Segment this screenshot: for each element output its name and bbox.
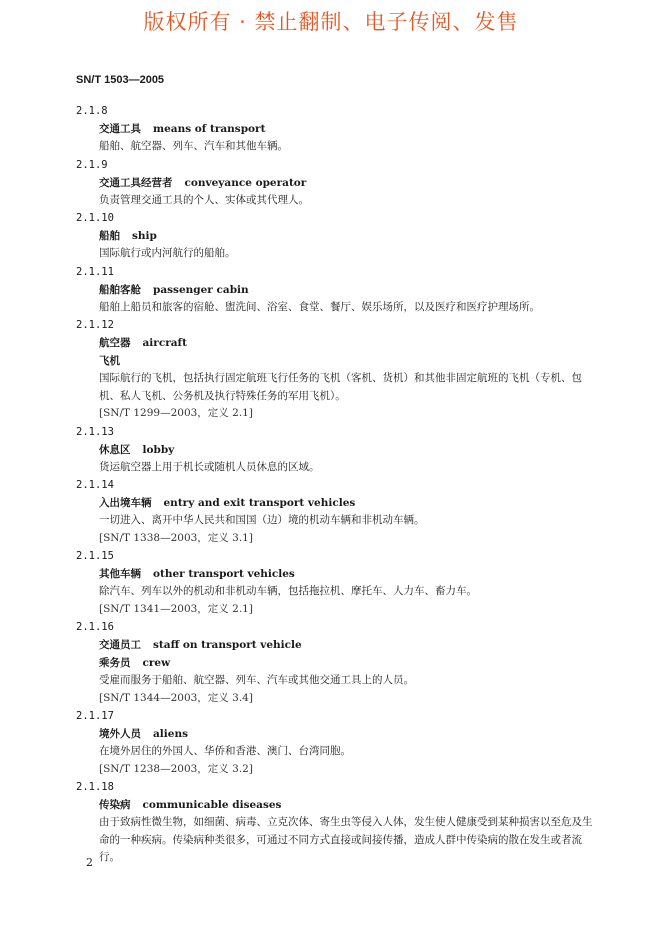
term-heading (76, 565, 598, 583)
term-number: 2.1.8 (76, 105, 108, 117)
term-entry (76, 423, 598, 477)
page-number: 2 (86, 856, 93, 869)
term-number: 2.1.12 (76, 319, 114, 331)
term-en: communicable diseases (142, 799, 282, 811)
term-reference: [SN/T 1299—2003，定义 2.1] (99, 407, 253, 419)
term-en: ship (132, 230, 157, 242)
term-cn: 休息区 (99, 443, 131, 456)
term-number: 2.1.10 (76, 212, 114, 224)
term-heading (76, 281, 598, 299)
term-number: 2.1.9 (76, 158, 108, 171)
term-en: other transport vehicles (153, 568, 295, 580)
term-en: staff on transport vehicle (153, 639, 302, 651)
term-entry (76, 547, 598, 618)
term-cn: 航空器 (99, 337, 131, 349)
term-heading (76, 636, 598, 654)
term-en: conveyance operator (184, 176, 307, 189)
sub-term: 飞机 (99, 355, 120, 367)
sub-term-cn: 乘务员 (99, 657, 131, 669)
term-en: means of transport (153, 123, 266, 135)
term-cn: 交通员工 (99, 639, 141, 651)
watermark-banner: 版权所有 · 禁止翻制、电子传阅、发售 (143, 10, 519, 34)
term-cn: 其他车辆 (99, 568, 141, 580)
term-en: entry and exit transport vehicles (163, 497, 356, 509)
term-cn: 境外人员 (99, 728, 141, 740)
term-cn: 船舶客舱 (99, 283, 141, 296)
term-entry (76, 102, 598, 156)
term-definition: 国际航行的飞机，包括执行固定航班飞行任务的飞机（客机、货机）和其他非固定航班的飞机（专机、包机、私人飞机、公务机及执行特殊任务的军用飞机）。 (99, 372, 582, 402)
term-list (76, 102, 598, 867)
term-definition: 货运航空器上用于机长或随机人员休息的区域。 (99, 460, 320, 473)
term-entry (76, 209, 598, 263)
term-number: 2.1.18 (76, 781, 114, 793)
term-cn: 入出境车辆 (99, 497, 152, 509)
term-heading (76, 334, 598, 352)
term-heading (76, 725, 598, 743)
term-entry (76, 263, 598, 317)
term-number: 2.1.16 (76, 621, 114, 633)
term-en: passenger cabin (153, 283, 249, 296)
term-definition: 由于致病性微生物，如细菌、病毒、立克次体、寄生虫等侵入人体，发生使人健康受到某种损害以至危及生命的一种疾病。传染病种类很多，可通过不同方式直接或间接传播，造成人群中传染病的散在发生或者流行。 (99, 816, 593, 863)
term-reference: [SN/T 1338—2003，定义 3.1] (99, 531, 253, 544)
term-cn: 交通工具 (99, 123, 141, 135)
term-reference: [SN/T 1341—2003，定义 2.1] (99, 602, 253, 615)
term-number: 2.1.15 (76, 550, 114, 562)
term-heading (76, 441, 598, 459)
term-number: 2.1.14 (76, 479, 114, 491)
term-entry (76, 618, 598, 707)
term-number: 2.1.13 (76, 425, 114, 438)
term-cn: 交通工具经营者 (99, 176, 173, 189)
term-definition: 国际航行或内河航行的船舶。 (99, 247, 236, 259)
document-code: SN/T 1503—2005 (76, 74, 165, 86)
term-definition: 一切进入、离开中华人民共和国国（边）境的机动车辆和非机动车辆。 (99, 514, 425, 526)
term-en: lobby (142, 443, 175, 456)
term-heading (76, 796, 598, 814)
term-cn: 传染病 (99, 799, 131, 811)
term-entry (76, 778, 598, 867)
term-entry (76, 476, 598, 547)
term-definition: 船舶、航空器、列车、汽车和其他车辆。 (99, 140, 288, 152)
term-en: aircraft (142, 337, 187, 349)
term-entry (76, 707, 598, 778)
term-en: aliens (153, 728, 189, 740)
term-cn: 船舶 (99, 230, 120, 242)
sub-term-heading (76, 654, 598, 672)
term-reference: [SN/T 1238—2003，定义 3.2] (99, 762, 253, 775)
term-reference: [SN/T 1344—2003，定义 3.4] (99, 691, 253, 704)
term-heading (76, 227, 598, 245)
term-definition: 船舶上船员和旅客的宿舱、盥洗间、浴室、食堂、餐厅、娱乐场所，以及医疗和医疗护理场所。 (99, 300, 540, 313)
term-entry (76, 316, 598, 423)
term-heading (76, 120, 598, 138)
term-definition: 受雇而服务于船舶、航空器、列车、汽车或其他交通工具上的人员。 (99, 674, 414, 686)
term-number: 2.1.17 (76, 710, 114, 722)
term-heading (76, 174, 598, 192)
term-entry (76, 156, 598, 210)
term-number: 2.1.11 (76, 265, 114, 278)
sub-term-en: crew (142, 657, 171, 669)
term-definition: 负责管理交通工具的个人、实体或其代理人。 (99, 193, 309, 206)
term-heading (76, 494, 598, 512)
term-definition: 在境外居住的外国人、华侨和香港、澳门、台湾同胞。 (99, 745, 351, 757)
term-definition: 除汽车、列车以外的机动和非机动车辆，包括拖拉机、摩托车、人力车、畜力车。 (99, 585, 477, 597)
